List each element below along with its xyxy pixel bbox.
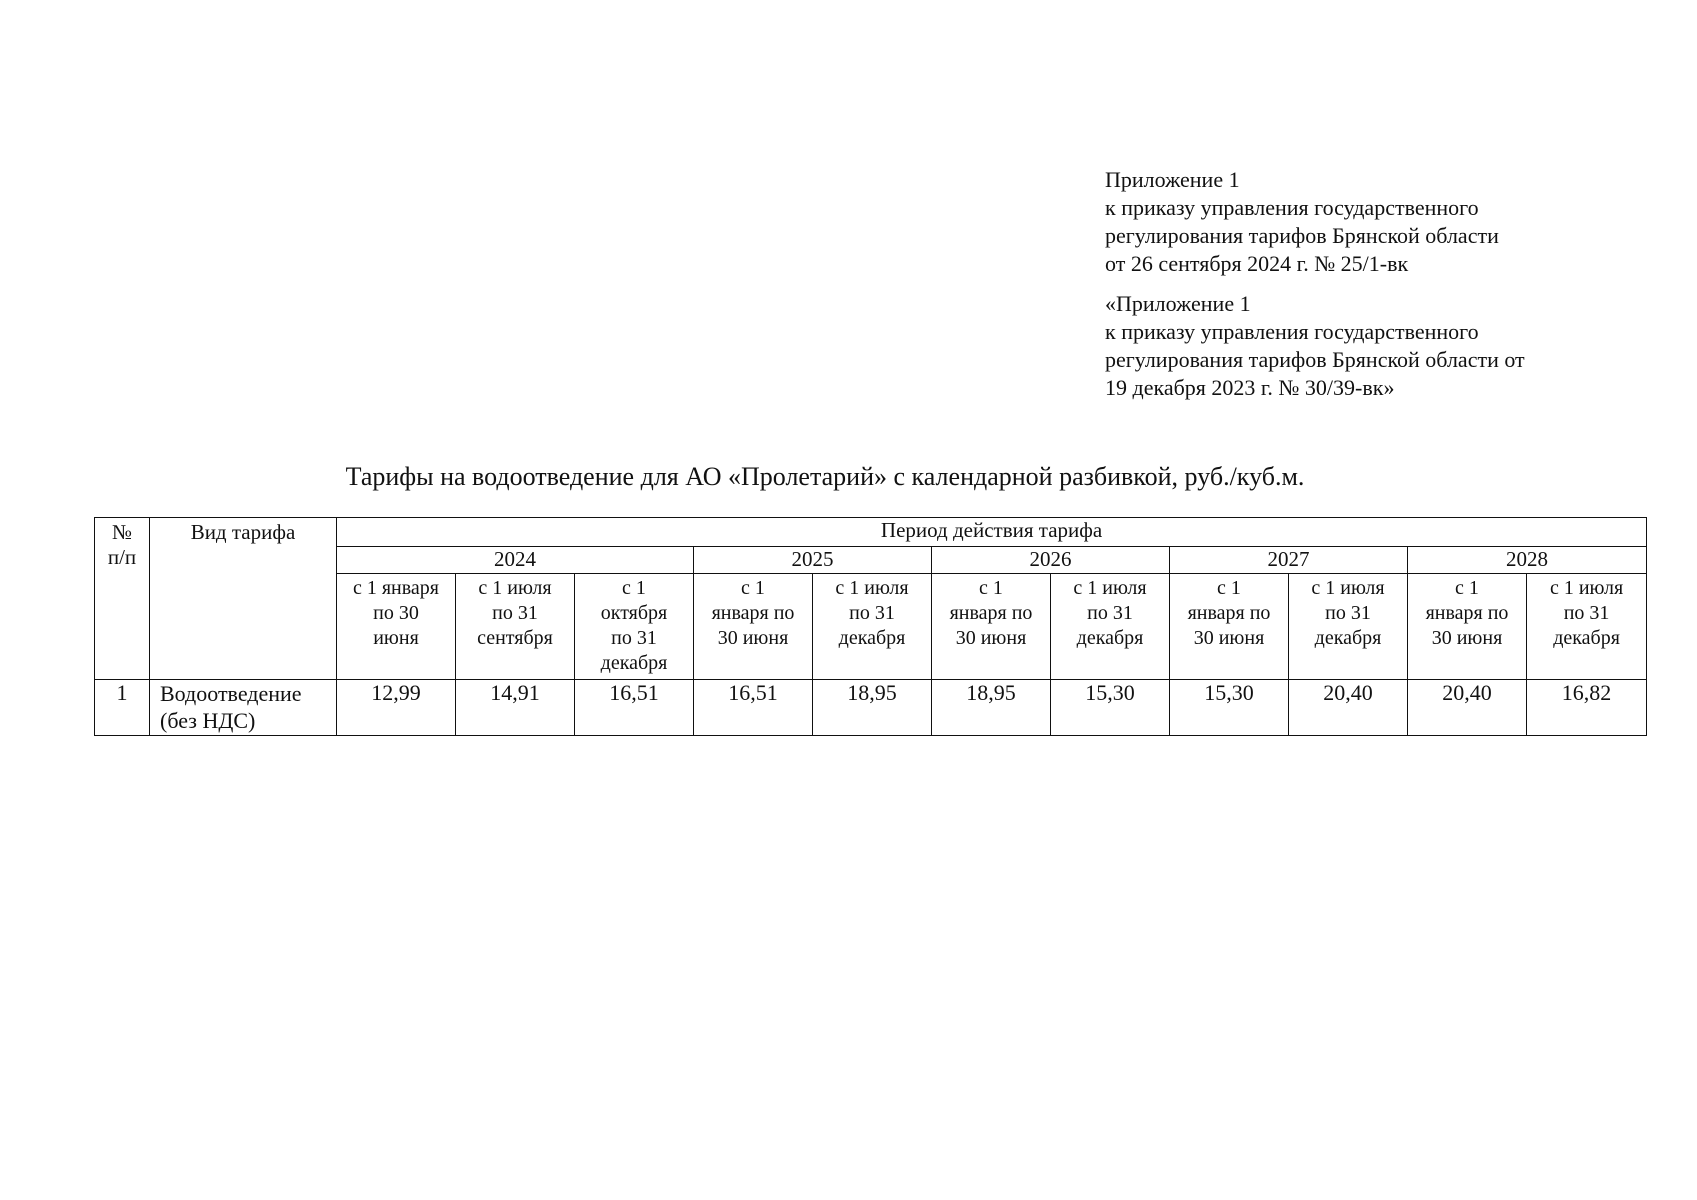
tariff-table (94, 517, 1647, 736)
tariff-value: 15,30 (1051, 680, 1170, 736)
header-subperiod: с 1 июля по 31 сентября (456, 574, 575, 680)
header-subperiod: с 1 июля по 31 декабря (1051, 574, 1170, 680)
tariff-value: 15,30 (1170, 680, 1289, 736)
tariff-value: 16,82 (1527, 680, 1647, 736)
tariff-value: 20,40 (1289, 680, 1408, 736)
row-number: 1 (95, 680, 150, 736)
annex-line: к приказу управления государственного (1105, 195, 1479, 220)
header-year: 2027 (1170, 547, 1408, 574)
header-year: 2025 (694, 547, 932, 574)
header-subperiod: с 1 января по 30 июня (932, 574, 1051, 680)
tariff-value: 18,95 (932, 680, 1051, 736)
tariff-value: 20,40 (1408, 680, 1527, 736)
header-year: 2026 (932, 547, 1170, 574)
header-tariff-type: Вид тарифа (150, 518, 337, 680)
header-subperiod: с 1 января по 30 июня (337, 574, 456, 680)
tariff-value: 12,99 (337, 680, 456, 736)
annex-line: 19 декабря 2023 г. № 30/39-вк» (1105, 375, 1395, 400)
row-tariff-name: Водоотведение (без НДС) (150, 680, 337, 736)
tariff-value: 16,51 (575, 680, 694, 736)
tariff-value: 18,95 (813, 680, 932, 736)
annex-line: Приложение 1 (1105, 167, 1240, 192)
tariff-value: 14,91 (456, 680, 575, 736)
annex-header-current (1105, 166, 1499, 278)
header-number: № п/п (95, 518, 150, 680)
document-title: Тарифы на водоотведение для АО «Пролетарий» с календарной разбивкой, руб./куб.м. (345, 462, 1305, 491)
annex-line: регулирования тарифов Брянской области (1105, 223, 1499, 248)
header-subperiod: с 1 июля по 31 декабря (1527, 574, 1647, 680)
header-subperiod: с 1 января по 30 июня (1408, 574, 1527, 680)
annex-line: регулирования тарифов Брянской области от (1105, 347, 1525, 372)
annex-line: «Приложение 1 (1105, 291, 1251, 316)
header-year: 2028 (1408, 547, 1647, 574)
header-subperiod: с 1 января по 30 июня (694, 574, 813, 680)
annex-line: от 26 сентября 2024 г. № 25/1-вк (1105, 251, 1409, 276)
header-subperiod: с 1 июля по 31 декабря (813, 574, 932, 680)
tariff-value: 16,51 (694, 680, 813, 736)
header-row-period (95, 518, 1647, 547)
annex-line: к приказу управления государственного (1105, 319, 1479, 344)
header-subperiod: с 1 июля по 31 декабря (1289, 574, 1408, 680)
table-row (95, 680, 1647, 736)
header-subperiod: с 1 октября по 31 декабря (575, 574, 694, 680)
header-period: Период действия тарифа (337, 518, 1647, 547)
header-year: 2024 (337, 547, 694, 574)
header-subperiod: с 1 января по 30 июня (1170, 574, 1289, 680)
annex-header-previous (1105, 290, 1525, 402)
